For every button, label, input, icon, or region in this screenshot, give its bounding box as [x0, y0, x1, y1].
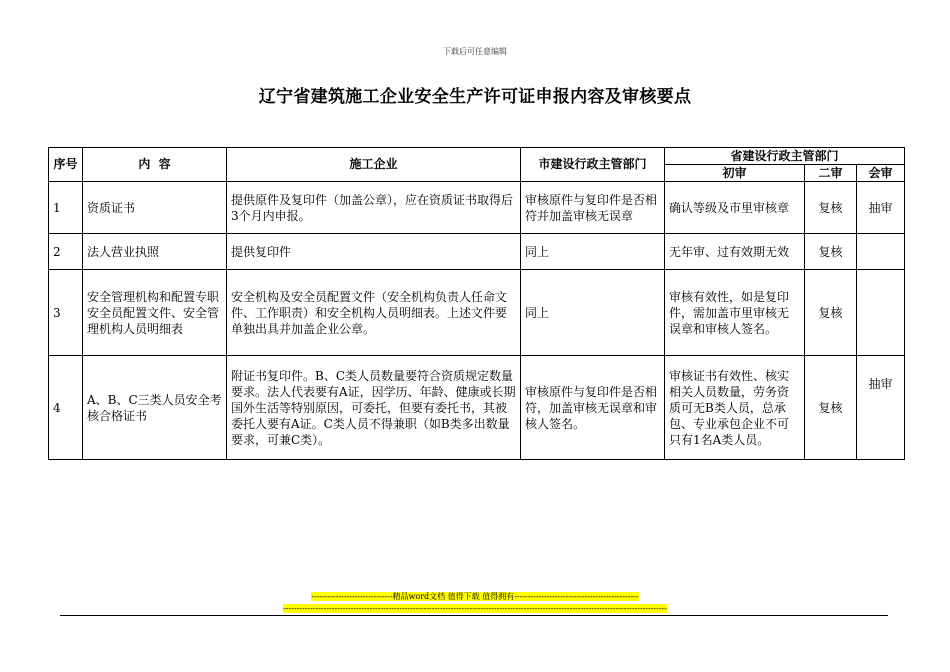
- row-second-review: 复核: [805, 270, 857, 356]
- row-first-review: 审核证书有效性、核实相关人员数量，劳务资质可无B类人员，总承包、专业承包企业不可只有1名A类人员。: [665, 356, 805, 460]
- header-first-review: 初审: [665, 165, 805, 182]
- header-second-review: 二审: [805, 165, 857, 182]
- row-joint-review: 抽审: [857, 182, 905, 234]
- row-joint-review: [857, 234, 905, 270]
- row-seq: 2: [49, 234, 83, 270]
- row-seq: 3: [49, 270, 83, 356]
- table-header-row: [49, 148, 905, 165]
- header-note: 下载后可任意编辑: [443, 47, 507, 56]
- table-row: [49, 270, 905, 356]
- row-second-review: 复核: [805, 182, 857, 234]
- header-content: 内 容: [83, 148, 227, 182]
- row-city: 审核原件与复印件是否相符，加盖审核无误章和审核人签名。: [521, 356, 665, 460]
- row-enterprise: 提供原件及复印件（加盖公章），应在资质证书取得后3个月内申报。: [227, 182, 521, 234]
- row-content: A、B、C三类人员安全考核合格证书: [83, 356, 227, 460]
- row-first-review: 无年审、过有效期无效: [665, 234, 805, 270]
- header-joint-review: 会审: [857, 165, 905, 182]
- table-row: [49, 234, 905, 270]
- footer-rule: [60, 615, 888, 616]
- footer-text-1: ------------------------------精品word文档 值得下载 值得拥有----------------------------------------------: [311, 592, 639, 601]
- footer-line-2: [0, 603, 950, 614]
- header-province-dept: 省建设行政主管部门: [665, 148, 905, 165]
- row-city: 同上: [521, 270, 665, 356]
- footer-text-2: ----------------------------------------------------------------------------------------------------------------------------------------------: [283, 604, 667, 613]
- row-first-review: 确认等级及市里审核章: [665, 182, 805, 234]
- row-enterprise: 附证书复印件。B、C类人员数量要符合资质规定数量要求。法人代表要有A证，因学历、年龄、健康或长期国外生活等特别原因，可委托，但要有委托书，其被委托人要有A证。C类人员不得兼职（如B类多出数量要求，可兼C类）。: [227, 356, 521, 460]
- row-seq: 1: [49, 182, 83, 234]
- header-city-dept: 市建设行政主管部门: [521, 148, 665, 182]
- document-title: 辽宁省建筑施工企业安全生产许可证申报内容及审核要点: [258, 87, 692, 107]
- row-joint-review: [857, 270, 905, 356]
- row-enterprise: 提供复印件: [227, 234, 521, 270]
- row-city: 同上: [521, 234, 665, 270]
- table-row: [49, 356, 905, 460]
- footer-line-1: [0, 591, 950, 602]
- row-content: 安全管理机构和配置专职安全员配置文件、安全管理机构人员明细表: [83, 270, 227, 356]
- row-content: 资质证书: [83, 182, 227, 234]
- row-seq: 4: [49, 356, 83, 460]
- requirements-table: [48, 147, 905, 460]
- header-seq: 序号: [49, 148, 83, 182]
- row-second-review: 复核: [805, 356, 857, 460]
- row-second-review: 复核: [805, 234, 857, 270]
- row-enterprise: 安全机构及安全员配置文件（安全机构负责人任命文件、工作职责）和安全机构人员明细表。上述文件要单独出具并加盖企业公章。: [227, 270, 521, 356]
- table-row: [49, 182, 905, 234]
- header-enterprise: 施工企业: [227, 148, 521, 182]
- row-joint-review: 抽审: [857, 356, 905, 460]
- row-city: 审核原件与复印件是否相符并加盖审核无误章: [521, 182, 665, 234]
- row-first-review: 审核有效性，如是复印件，需加盖市里审核无误章和审核人签名。: [665, 270, 805, 356]
- row-content: 法人营业执照: [83, 234, 227, 270]
